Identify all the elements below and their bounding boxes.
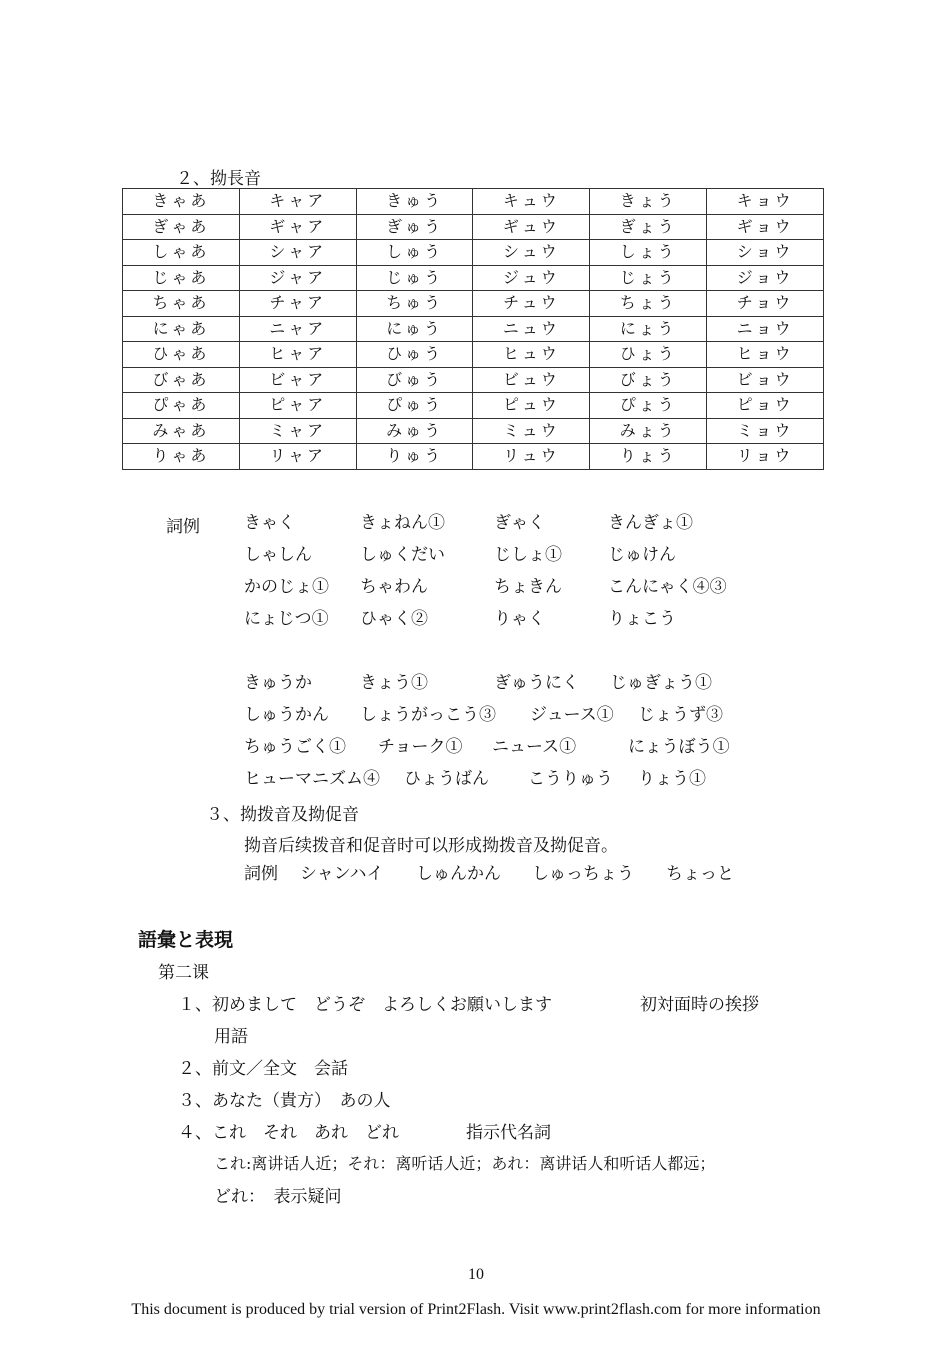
example-row [244,670,804,696]
kana-cell: ぴょう [590,393,707,419]
vocab-item-1-cont: 用語 [214,1027,248,1047]
example-word: かのじょ① [244,577,329,597]
kana-cell: にょう [590,316,707,342]
kana-cell: きょう [590,189,707,215]
example-word: りゃく [494,609,545,629]
example-word: りょう① [638,769,706,789]
example-word: にょじつ① [244,609,329,629]
kana-cell: じゅう [356,265,473,291]
example-word: きゃく [244,513,295,533]
kana-cell: リョウ [707,444,824,470]
kana-cell: ヒュウ [473,342,590,368]
example-word: きょねん① [360,513,445,533]
vocab-item-1-note: 初対面時の挨拶 [640,995,759,1015]
kana-cell: ジュウ [473,265,590,291]
example-word: しゅうかん [244,705,329,725]
example-word: ちょきん [494,577,562,597]
example-word: しゅくだい [360,545,445,565]
kana-cell: りゅう [356,444,473,470]
kana-cell: じゃあ [123,265,240,291]
kana-row [123,189,824,215]
vocab-heading: 語彙と表現 [138,929,234,951]
kana-cell: ミョウ [707,418,824,444]
example-word: しゃしん [244,545,312,565]
example-word: きんぎょ① [608,513,693,533]
example-word: にょうぼう① [628,737,730,757]
example-word: ひょうばん [404,769,489,789]
example-row [244,574,804,600]
kana-row [123,291,824,317]
kana-cell: ニャア [239,316,356,342]
kana-cell: ギュウ [473,214,590,240]
section3-description: 拗音后续拨音和促音时可以形成拗拨音及拗促音。 [244,836,618,856]
kana-cell: ひゃあ [123,342,240,368]
kana-cell: ヒャア [239,342,356,368]
vocab-item-2: ２、前文／全文 会話 [178,1059,348,1079]
example-row [244,542,804,568]
vocab-item-4: ４、これ それ あれ どれ [178,1123,399,1143]
example-word: ちゃわん [360,577,428,597]
kana-cell: ぎゅう [356,214,473,240]
kana-cell: りょう [590,444,707,470]
examples-label: 詞例 [166,517,200,537]
kana-cell: ピャア [239,393,356,419]
kana-cell: ひゅう [356,342,473,368]
example-word: じゅけん [608,545,676,565]
example-word: しょうがっこう③ [360,705,496,725]
example-word: ひゃく② [360,609,428,629]
footer-notice: This document is produced by trial version of Print2Flash. Visit www.print2flash.com for more information [131,1301,821,1318]
kana-cell: ギャア [239,214,356,240]
kana-cell: キュウ [473,189,590,215]
section3-word: しゅっちょう [532,864,634,884]
kana-cell: みゅう [356,418,473,444]
kana-cell: キャア [239,189,356,215]
kana-cell: にゅう [356,316,473,342]
kana-cell: ミュウ [473,418,590,444]
example-word: じしょ① [494,545,562,565]
example-word: こうりゅう [528,769,613,789]
kana-cell: ショウ [707,240,824,266]
section3-word: しゅんかん [416,864,501,884]
kana-row [123,316,824,342]
example-word: ニュース① [492,737,577,757]
kana-cell: ピュウ [473,393,590,419]
example-word: ジュース① [530,705,614,725]
kana-cell: ジョウ [707,265,824,291]
vocab-item-4-note: 指示代名詞 [466,1123,551,1143]
vocab-item-4-line1: これ:离讲话人近；それ：离听话人近；あれ：离讲话人和听话人都远； [214,1154,716,1173]
page-number: 10 [468,1266,484,1283]
kana-cell: しょう [590,240,707,266]
kana-cell: しゅう [356,240,473,266]
example-row [244,606,804,632]
kana-cell: ぎょう [590,214,707,240]
kana-row [123,240,824,266]
kana-cell: ピョウ [707,393,824,419]
kana-cell: びょう [590,367,707,393]
kana-row [123,393,824,419]
kana-cell: ニュウ [473,316,590,342]
kana-row [123,342,824,368]
kana-row [123,367,824,393]
vocab-item-3: ３、あなた（貴方） あの人 [178,1091,391,1111]
kana-row [123,444,824,470]
kana-cell: きゃあ [123,189,240,215]
example-word: じょうず③ [638,705,723,725]
kana-cell: みょう [590,418,707,444]
kana-cell: リュウ [473,444,590,470]
vocab-item-4-line2: どれ： 表示疑问 [214,1187,342,1207]
kana-cell: にゃあ [123,316,240,342]
section-title-yochoon: ２、拗長音 [176,169,261,189]
example-word: ぎゅうにく [494,673,579,693]
example-row [244,766,804,792]
section3-examples [244,861,844,887]
section3-word: ちょっと [666,864,734,884]
kana-cell: ビャア [239,367,356,393]
kana-cell: ビュウ [473,367,590,393]
kana-cell: きゅう [356,189,473,215]
kana-cell: リャア [239,444,356,470]
section3-word: シャンハイ [300,864,384,884]
kana-row [123,418,824,444]
vocab-item-1: １、初めまして どうぞ よろしくお願いします [178,995,552,1015]
example-word: きょう① [360,673,428,693]
example-word: きゅうか [244,673,312,693]
kana-cell: シャア [239,240,356,266]
example-word: チョーク① [378,737,463,757]
kana-cell: ちゃあ [123,291,240,317]
example-word: じゅぎょう① [610,673,712,693]
kana-cell: びゃあ [123,367,240,393]
kana-cell: ぴゅう [356,393,473,419]
kana-cell: ギョウ [707,214,824,240]
kana-cell: みゃあ [123,418,240,444]
example-word: りょこう [608,609,676,629]
kana-cell: ヒョウ [707,342,824,368]
kana-row [123,214,824,240]
kana-cell: チュウ [473,291,590,317]
kana-cell: ぎゃあ [123,214,240,240]
kana-cell: じょう [590,265,707,291]
example-row [244,510,804,536]
example-word: ぎゃく [494,513,545,533]
kana-cell: しゃあ [123,240,240,266]
kana-table [122,188,824,470]
kana-cell: びゅう [356,367,473,393]
kana-cell: ぴゃあ [123,393,240,419]
kana-cell: ミャア [239,418,356,444]
example-word: ちゅうごく① [244,737,346,757]
kana-cell: チョウ [707,291,824,317]
kana-cell: ひょう [590,342,707,368]
kana-cell: チャア [239,291,356,317]
kana-cell: りゃあ [123,444,240,470]
example-row [244,702,804,728]
kana-cell: キョウ [707,189,824,215]
kana-cell: ちゅう [356,291,473,317]
kana-cell: ちょう [590,291,707,317]
kana-row [123,265,824,291]
section3-title: ３、拗拨音及拗促音 [206,805,359,825]
example-word: こんにゃく④③ [608,577,727,597]
kana-cell: ビョウ [707,367,824,393]
example-word: ヒューマニズム④ [244,769,380,789]
section3-label: 詞例 [244,864,278,884]
kana-cell: ニョウ [707,316,824,342]
kana-cell: ジャア [239,265,356,291]
kana-cell: シュウ [473,240,590,266]
example-row [244,734,804,760]
lesson-title: 第二课 [158,963,209,983]
